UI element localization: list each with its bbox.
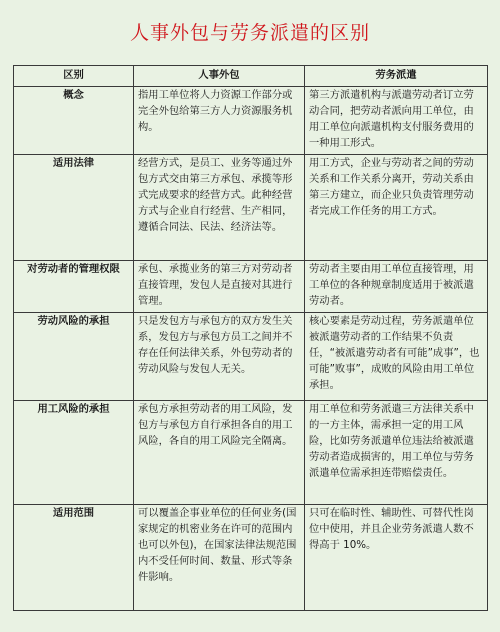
dispatch-cell: 核心要素是劳动过程，劳务派遣单位被派遣劳动者的工作结果不负责任，“被派遣劳动者有可能”成事”，也可能”败事”，成败的风险由用工单位承担。 (305, 312, 488, 400)
table-row (14, 86, 488, 154)
outsourcing-cell: 经营方式，是员工、业务等通过外包方式交由第三方承包、承揽等形式完成要求的经营方式。此种经营方式与企业自行经营、生产相同，遵循合同法、民法、经济法等。 (134, 154, 305, 260)
outsourcing-cell: 可以覆盖企事业单位的任何业务(国家规定的机密业务在许可的范围内也可以外包)，在国家法律法规范围内不受任何时间、数量、形式等条件影响。 (134, 504, 305, 610)
outsourcing-cell: 承包方承担劳动者的用工风险，发包方与承包方自行承担各自的用工风险，各自的用工风险完全隔离。 (134, 400, 305, 504)
table-row (14, 312, 488, 400)
row-label: 劳动风险的承担 (14, 312, 134, 400)
outsourcing-cell: 只是发包方与承包方的双方发生关系，发包方与承包方员工之间并不存在任何法律关系，外包劳动者的劳动风险与发包人无关。 (134, 312, 305, 400)
header-labor-dispatch: 劳务派遣 (305, 66, 488, 87)
row-label: 适用范围 (14, 504, 134, 610)
page-title: 人事外包与劳务派遣的区别 (129, 22, 370, 44)
dispatch-cell: 用工单位和劳务派遣三方法律关系中的一方主体，需承担一定的用工风险，比如劳务派遣单位违法给被派遣劳动者造成损害的，用工单位与劳务派遣单位需承担连带赔偿责任。 (305, 400, 488, 504)
dispatch-cell: 用工方式，企业与劳动者之间的劳动关系和工作关系分离开，劳动关系由第三方建立，而企业只负责管理劳动者完成工作任务的用工方式。 (305, 154, 488, 260)
table-row (14, 504, 488, 610)
row-label: 概念 (14, 86, 134, 154)
header-difference: 区别 (14, 66, 134, 87)
outsourcing-cell: 承包、承揽业务的第三方对劳动者直接管理，发包人是直接对其进行管理。 (134, 260, 305, 312)
table-row (14, 400, 488, 504)
row-label: 用工风险的承担 (14, 400, 134, 504)
header-hr-outsourcing: 人事外包 (134, 66, 305, 87)
dispatch-cell: 第三方派遣机构与派遣劳动者订立劳动合同，把劳动者派向用工单位，由用工单位向派遣机构支付服务费用的一种用工形式。 (305, 86, 488, 154)
table-row (14, 154, 488, 260)
comparison-table (13, 65, 488, 611)
table-header-row (14, 66, 488, 87)
outsourcing-cell: 指用工单位将人力资源工作部分或完全外包给第三方人力资源服务机构。 (134, 86, 305, 154)
dispatch-cell: 只可在临时性、辅助性、可替代性岗位中使用，并且企业劳务派遣人数不得高于 10%。 (305, 504, 488, 610)
table-row (14, 260, 488, 312)
row-label: 适用法律 (14, 154, 134, 260)
row-label: 对劳动者的管理权限 (14, 260, 134, 312)
dispatch-cell: 劳动者主要由用工单位直接管理，用工单位的各种规章制度适用于被派遣劳动者。 (305, 260, 488, 312)
